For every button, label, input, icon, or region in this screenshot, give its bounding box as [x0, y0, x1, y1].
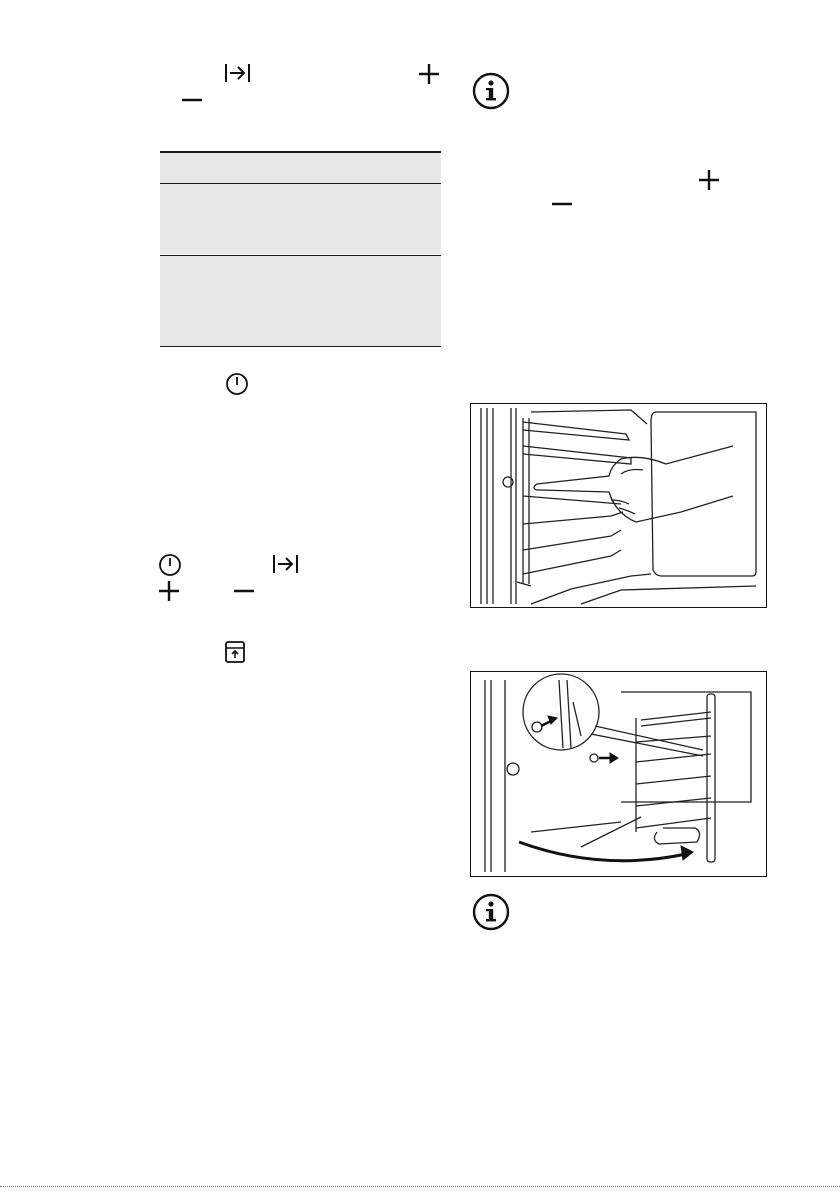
clock-icon — [225, 372, 249, 396]
plus-icon — [697, 168, 721, 192]
remove-shelf-support-rear — [470, 671, 767, 877]
minus-icon — [180, 88, 204, 112]
settings-table — [160, 151, 441, 348]
arrow-to-bar-icon — [272, 553, 300, 575]
oven-light-icon — [224, 640, 246, 664]
page-bottom-rule — [0, 1186, 840, 1187]
plus-icon — [157, 579, 181, 603]
minus-icon — [550, 192, 574, 216]
remove-shelf-support-front — [470, 403, 767, 608]
arrow-to-bar-icon — [224, 62, 252, 84]
info-icon — [472, 72, 510, 110]
table-row — [160, 256, 441, 346]
minus-icon — [232, 579, 256, 603]
info-icon — [472, 893, 510, 931]
clock-icon — [158, 553, 182, 577]
table-row — [160, 184, 441, 254]
plus-icon — [417, 62, 441, 86]
